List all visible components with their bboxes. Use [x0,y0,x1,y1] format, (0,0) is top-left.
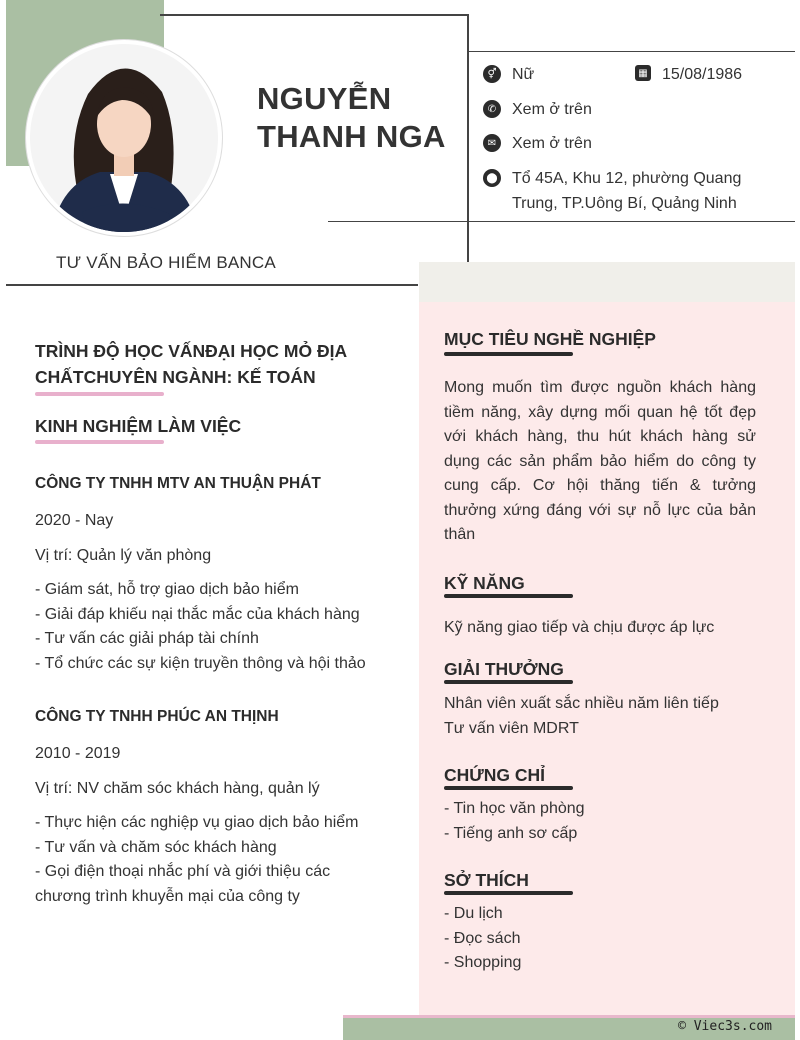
address-value [512,166,741,216]
job-2-duty: - Thực hiện các nghiệp vụ giao dịch bảo hiểm [35,814,359,831]
gender-value: Nữ [512,66,535,83]
job-2-duty: chương trình khuyễn mại của công ty [35,887,300,905]
certificates-heading: CHỨNG CHỈ [444,765,546,785]
contact-gender [483,62,534,87]
contact-top-divider [469,51,795,52]
job-title: TƯ VẤN BẢO HIỂM BANCA [56,253,276,272]
email-value: Xem ở trên [512,135,592,152]
awards-list [444,692,719,741]
education-line-1: TRÌNH ĐỘ HỌC VẤNĐẠI HỌC MỎ ĐỊA [35,341,348,361]
job-1-duty: - Giải đáp khiếu nại thắc mắc của khách hàng [35,605,360,623]
objective-heading: MỤC TIÊU NGHỀ NGHIỆP [444,329,656,349]
avatar-photo [26,40,222,236]
job-1-company: CÔNG TY TNHH MTV AN THUẬN PHÁT [35,475,321,492]
job-2-duty: - Tư vấn và chăm sóc khách hàng [35,838,277,856]
hobbies-list [444,902,521,976]
education-line-2: CHẤTCHUYÊN NGÀNH: KẾ TOÁN [35,367,316,387]
contact-bottom-divider [328,221,795,222]
education-underline [35,392,164,396]
hobby-item: - Du lịch [444,905,503,922]
objective-underline [444,352,573,356]
frame-bottom-line [6,284,418,286]
certificates-underline [444,786,573,790]
education-heading [35,338,415,390]
job-1-duties [35,578,366,676]
contact-birthday [635,62,742,87]
name-line-1: NGUYỄN [257,81,392,116]
mail-icon: ✉ [483,134,501,152]
contact-phone [483,97,592,122]
avatar-illustration [30,44,218,232]
job-1-duty: - Tổ chức các sự kiện truyền thông và hội thảo [35,654,366,672]
frame-top-line [160,14,469,16]
hobbies-underline [444,891,573,895]
calendar-icon: ▦ [635,65,651,81]
experience-underline [35,440,164,444]
job-1-position: Vị trí: Quản lý văn phòng [35,547,212,564]
award-item: Tư vấn viên MDRT [444,719,579,737]
skills-text: Kỹ năng giao tiếp và chịu được áp lực [444,619,715,636]
certificates-list [444,797,585,846]
job-1-period: 2020 - Nay [35,512,114,529]
phone-icon: ✆ [483,100,501,118]
awards-underline [444,680,573,684]
contact-email [483,131,592,156]
hobby-item: - Shopping [444,954,522,971]
job-2-position: Vị trí: NV chăm sóc khách hàng, quản lý [35,780,320,797]
hobby-item: - Đọc sách [444,929,521,947]
job-1-duty: - Tư vấn các giải pháp tài chính [35,630,259,647]
hobbies-heading: SỞ THÍCH [444,870,529,890]
address-line-1: Tổ 45A, Khu 12, phường Quang [512,170,742,187]
experience-heading: KINH NGHIỆM LÀM VIỆC [35,416,242,436]
job-2-period: 2010 - 2019 [35,745,121,762]
location-icon: ⬤ [483,169,501,187]
birthday-value: 15/08/1986 [662,66,743,83]
name-line-2: THANH NGA [257,119,446,154]
job-2-company: CÔNG TY TNHH PHÚC AN THỊNH [35,708,279,725]
gender-icon: ⚥ [483,65,501,83]
skills-heading: KỸ NĂNG [444,573,525,593]
certificate-item: - Tiếng anh sơ cấp [444,824,578,842]
job-2-duties [35,811,359,909]
right-panel-top-band [419,262,795,302]
objective-text: Mong muốn tìm được nguồn khách hàng tiềm năng, xây dựng mối quan hệ tốt đẹp với khách hàng, thu hút khách hàng sử dụng các sản phẩm bảo hiểm do công ty cung cấp. Cơ hội thăng tiến & tưởng thưởng xứng đáng với sự nỗ lực của bản thân [444,379,756,543]
skills-underline [444,594,573,598]
certificate-item: - Tin học văn phòng [444,800,585,817]
award-item: Nhân viên xuất sắc nhiều năm liên tiếp [444,695,719,712]
phone-value: Xem ở trên [512,101,592,118]
awards-heading: GIẢI THƯỞNG [444,659,564,679]
contact-address [483,166,741,216]
job-1-duty: - Giám sát, hỗ trợ giao dịch bảo hiểm [35,581,299,598]
address-line-2: Trung, TP.Uông Bí, Quảng Ninh [512,195,737,212]
copyright-text: © Viec3s.com [678,1019,772,1034]
job-2-duty: - Gọi điện thoại nhắc phí và giới thiệu các [35,863,331,880]
candidate-name [257,80,457,156]
